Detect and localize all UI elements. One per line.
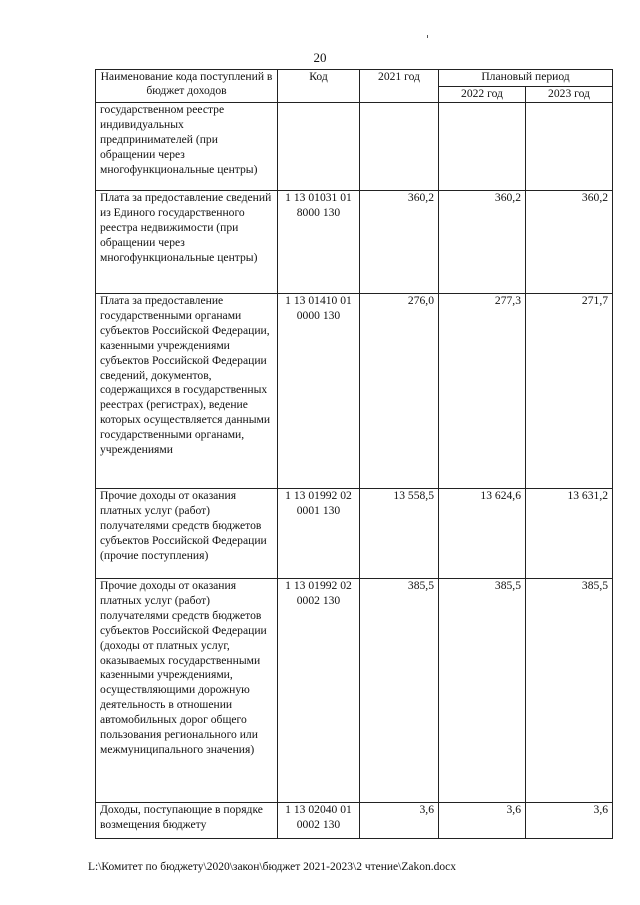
row-2023: 3,6 [526,803,613,839]
table-row [96,191,613,294]
row-2021: 385,5 [360,579,439,803]
row-name: государственном реестре индивидуальных предпринимателей (при обращении через многофункциональные центры) [96,103,278,191]
table-row [96,803,613,839]
row-code: 1 13 01031 01 8000 130 [278,191,360,294]
row-2021: 276,0 [360,294,439,489]
row-code: 1 13 01992 02 0002 130 [278,579,360,803]
header-planning-period: Плановый период [439,70,613,87]
row-name: Доходы, поступающие в порядке возмещения бюджету [96,803,278,839]
header-2021: 2021 год [360,70,439,103]
row-2022 [439,103,526,191]
row-name: Плата за предоставление государственными органами субъектов Российской Федерации, казенными учреждениями субъектов Российской Федерации сведений, документов, содержащихся в государственных реестрах (регистрах), ведение которых осуществляется данными государственными органами, учреждениями [96,294,278,489]
row-name: Прочие доходы от оказания платных услуг (работ) получателями средств бюджетов субъектов Российской Федерации (прочие поступления) [96,489,278,579]
table-row [96,294,613,489]
row-2022: 385,5 [439,579,526,803]
table-row [96,489,613,579]
row-2021: 360,2 [360,191,439,294]
row-name: Плата за предоставление сведений из Единого государственного реестра недвижимости (при обращении через многофункциональные центры) [96,191,278,294]
row-2023: 271,7 [526,294,613,489]
row-2022: 3,6 [439,803,526,839]
row-2022: 277,3 [439,294,526,489]
row-code: 1 13 01410 01 0000 130 [278,294,360,489]
row-name: Прочие доходы от оказания платных услуг (работ) получателями средств бюджетов субъектов Российской Федерации (доходы от платных услуг, оказываемых государственными казенными учреждениями, осуществляющими дорожную деятельность в отношении автомобильных дорог общего пользования регионального или межмуниципального значения) [96,579,278,803]
footer-file-path: L:\Комитет по бюджету\2020\закон\бюджет 2021-2023\2 чтение\Zakon.docx [88,861,456,873]
row-2023 [526,103,613,191]
page-number: 20 [313,50,327,65]
row-code: 1 13 01992 02 0001 130 [278,489,360,579]
scan-artifact [427,35,428,38]
table-row [96,103,613,191]
table-row [96,579,613,803]
row-2022: 13 624,6 [439,489,526,579]
header-name: Наименование кода поступлений в бюджет доходов [96,70,278,103]
header-code: Код [278,70,360,103]
header-2022: 2022 год [439,87,526,103]
row-2023: 360,2 [526,191,613,294]
row-2023: 385,5 [526,579,613,803]
header-2023: 2023 год [526,87,613,103]
row-code [278,103,360,191]
row-2021: 13 558,5 [360,489,439,579]
budget-revenue-table [95,69,613,839]
row-2021: 3,6 [360,803,439,839]
row-code: 1 13 02040 01 0002 130 [278,803,360,839]
row-2022: 360,2 [439,191,526,294]
row-2021 [360,103,439,191]
row-2023: 13 631,2 [526,489,613,579]
